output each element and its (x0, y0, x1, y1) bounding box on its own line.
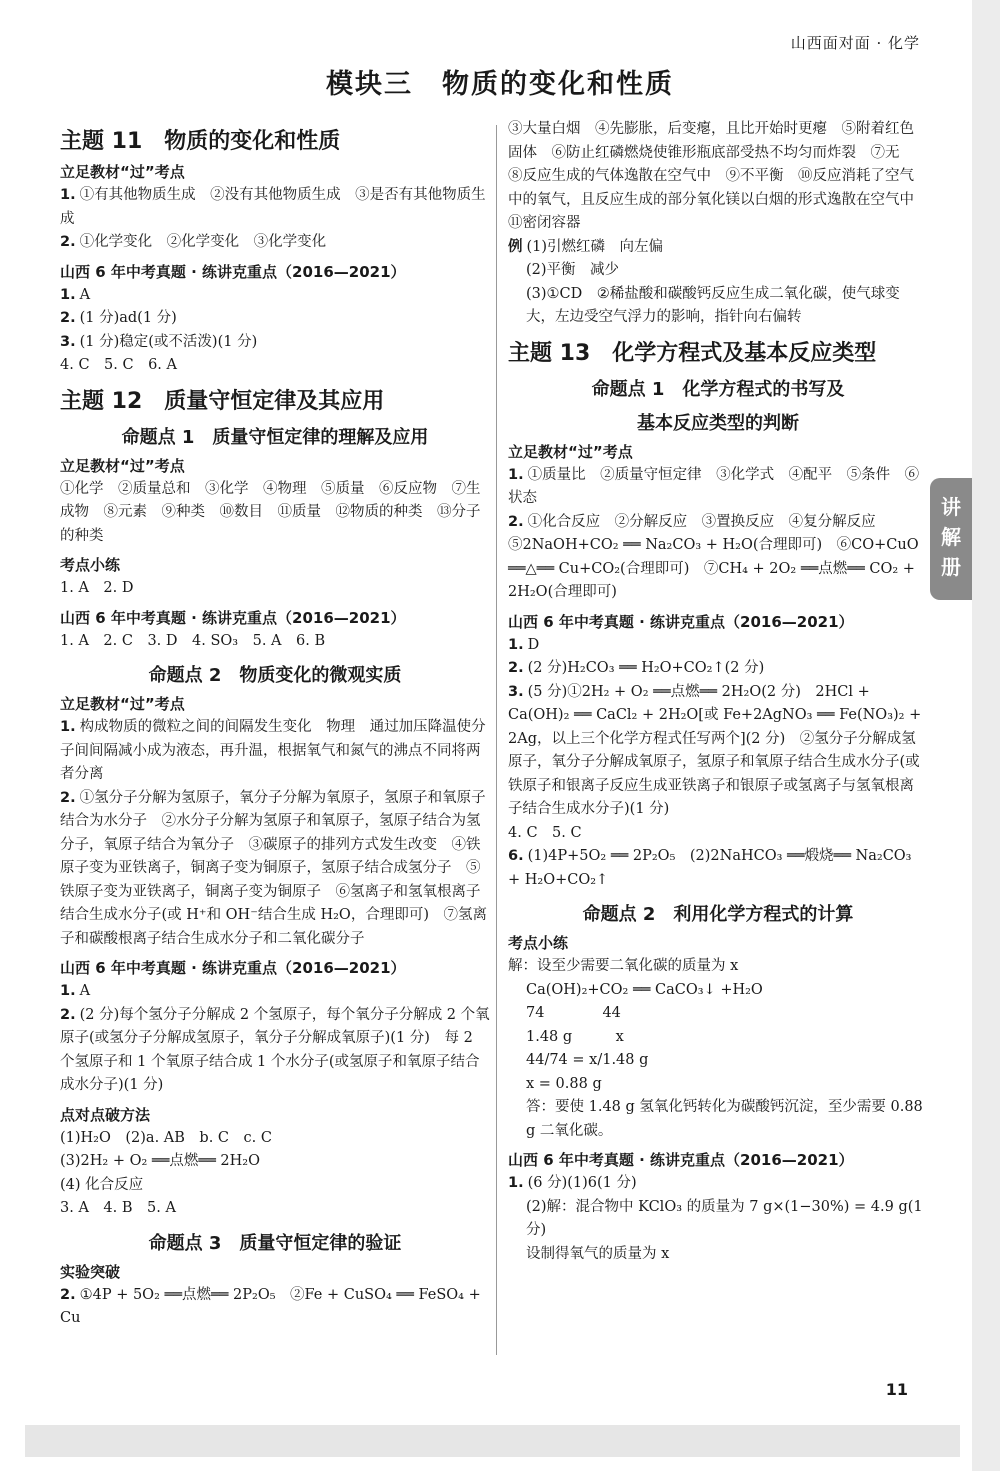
answer-item (60, 184, 490, 231)
topic-12-title: 主题 12 质量守恒定律及其应用 (60, 388, 385, 414)
answer-item (508, 1172, 928, 1196)
side-tab-char: 册 (941, 555, 961, 579)
answer-item (508, 511, 928, 605)
module-title: 模块三 物质的变化和性质 (326, 69, 674, 100)
answer-item (60, 331, 490, 355)
answer-item (60, 787, 490, 952)
item-text: ①4P + 5O₂ ══点燃══ 2P₂O₅ ②Fe + CuSO₄ ══ FeSO₄ + Cu (60, 1286, 481, 1326)
item-text: ①氢分子分解为氢原子，氧分子分解为氧原子，氢原子和氧原子结合为水分子 ②水分子分解为氢原子和氧原子，氢原子结合为氢分子，氧原子结合为氧分子 ③碳原子的排列方式发生改变 ④铁原子变为亚铁离子，铜离子变为铜原子，氢原子结合成氢分子 ⑤铁原子变为亚铁离子，铜离子变为铜原子 ⑥氢离子和氢氧根离子结合生成水分子(或 H⁺和 OH⁻结合生成 H₂O，合理即可) ⑦氢离子和碳酸根离子结合生成水分子和二氧化碳分子 (60, 789, 487, 947)
item-number: 1. (60, 719, 76, 735)
answer-paragraph: ①化学 ②质量总和 ③化学 ④物理 ⑤质量 ⑥反应物 ⑦生成物 ⑧元素 ⑨种类 ⑩数目 ⑪质量 ⑫物质的种类 ⑬分子的种类 (60, 480, 481, 544)
section-heading: 山西 6 年中考真题 · 练讲克重点（2016—2021） (508, 612, 854, 631)
item-text: (2 分)H₂CO₃ ══ H₂O+CO₂↑(2 分) (527, 660, 765, 676)
section-heading: 点对点破方法 (60, 1105, 151, 1124)
item-text: ①化学变化 ②化学变化 ③化学变化 (79, 234, 327, 250)
answer-line: (3)①CD ②稀盐酸和碳酸钙反应生成二氧化碳，使气球变大，左边受空气浮力的影响，指针向右偏转 (526, 285, 900, 325)
answer-item (508, 634, 928, 658)
item-number: 2. (508, 660, 524, 676)
equation-line: Ca(OH)₂+CO₂ ══ CaCO₃↓ +H₂O (526, 981, 763, 998)
answer-item (60, 716, 490, 787)
bottom-band (25, 1425, 960, 1457)
running-header: 山西面对面 · 化学 (790, 34, 920, 52)
item-text: ①质量比 ②质量守恒定律 ③化学式 ④配平 ⑤条件 ⑥状态 (508, 466, 920, 506)
item-number: 1. (508, 1175, 524, 1191)
item-number: 2. (508, 513, 524, 530)
section-heading: 山西 6 年中考真题 · 练讲克重点（2016—2021） (508, 1151, 854, 1169)
item-text: (1 分)ad(1 分) (79, 310, 177, 326)
item-number: 1. (508, 636, 524, 653)
item-text: (5 分)①2H₂ + O₂ ══点燃══ 2H₂O(2 分) 2HCl + Ca(OH)₂ ══ CaCl₂ + 2H₂O[或 Fe+2AgNO₃ ══ Fe(NO₃)₂ + 2Ag，以上三个化学方程式任写两个](2 分) ②氢分子分解成氢原子，氧分子分解成氧原子，氢原子和氧原子结合生成水分子(或铁原子和银离子反应生成亚铁离子和银原子或氢离子与氢氧根离子结合生成水分子)(1 分) (508, 683, 922, 817)
equation-line: (3)2H₂ + O₂ ══点燃══ 2H₂O (60, 1153, 260, 1169)
answer-line: (2)平衡 减少 (526, 262, 620, 278)
side-tab-char: 讲 (941, 495, 961, 519)
item-text: (1 分)稳定(或不活泼)(1 分) (79, 333, 258, 350)
topic-11-title: 主题 11 物质的变化和性质 (60, 129, 341, 154)
point-1-title-line-b: 基本反应类型的判断 (637, 412, 799, 434)
item-number: 1. (60, 286, 76, 303)
answer-paragraph: ③大量白烟 ④先膨胀，后变瘪，且比开始时更瘪 ⑤附着红色固体 ⑥防止红磷燃烧使锥形瓶底部受热不均匀而炸裂 ⑦无 ⑧反应生成的气体逸散在空气中 ⑨不平衡 ⑩反应消耗了空气中的氧气，且反应生成的部分氧化镁以白烟的形式逸散在空气中 ⑪密闭容器 (508, 121, 929, 231)
side-tab (930, 478, 972, 600)
item-text: D (527, 636, 540, 653)
answer-item (508, 464, 928, 511)
topic-13-title: 主题 13 化学方程式及基本反应类型 (508, 340, 877, 366)
item-number: 2. (60, 310, 76, 326)
solution-line: x = 0.88 g (526, 1075, 602, 1092)
answer-line: (1)H₂O (2)a. AB b. C c. C (60, 1129, 272, 1146)
solution-line: 74 44 (526, 1005, 621, 1021)
section-heading: 立足教材“过”考点 (508, 442, 633, 461)
item-text: 构成物质的微粒之间的间隔发生变化 物理 通过加压降温使分子间间隔减小成为液态，再升温，根据氧气和氮气的沸点不同将两者分离 (60, 719, 486, 782)
answer-line: 1. A 2. D (60, 580, 134, 596)
item-number: 1. (508, 466, 524, 483)
answer-line: 4. C 5. C 6. A (60, 357, 177, 373)
section-heading: 山西 6 年中考真题 · 练讲克重点（2016—2021） (60, 262, 406, 281)
column-divider (496, 125, 497, 1355)
item-text: (2 分)每个氢分子分解成 2 个氢原子，每个氧分子分解成 2 个氧原子(或氢分子分解成氢原子，氧分子分解成氧原子)(1 分) 每 2 个氢原子和 1 个氧原子结合成 1 个水分子(或氢原子和氧原子结合成水分子)(1 分) (60, 1006, 490, 1093)
answer-item (60, 980, 490, 1004)
right-column (508, 118, 928, 1266)
item-number: 1. (60, 187, 76, 203)
item-text: A (79, 983, 91, 999)
solution-line: 设制得氧气的质量为 x (526, 1245, 670, 1262)
solution-line: (2)解：混合物中 KClO₃ 的质量为 7 g×(1−30%) = 4.9 g(1 分) (526, 1198, 923, 1238)
item-number: 2. (60, 1286, 76, 1303)
item-number: 3. (60, 333, 76, 350)
item-number: 2. (60, 234, 76, 250)
page-number: 11 (885, 1380, 908, 1399)
item-text: ①有其他物质生成 ②没有其他物质生成 ③是否有其他物质生成 (60, 187, 486, 227)
item-number: 6. (508, 848, 524, 864)
section-heading: 立足教材“过”考点 (60, 163, 185, 181)
answer-line: 1. A 2. C 3. D 4. SO₃ 5. A 6. B (60, 632, 326, 649)
item-text: (1)引燃红磷 向左偏 (526, 238, 664, 255)
answer-item (508, 681, 928, 822)
item-number: 1. (60, 983, 76, 999)
section-heading: 实验突破 (60, 1262, 121, 1281)
solution-line: 答：要使 1.48 g 氢氧化钙转化为碳酸钙沉淀，至少需要 0.88 g 二氧化碳。 (526, 1099, 923, 1139)
item-text: A (79, 286, 91, 303)
section-heading: 考点小练 (60, 556, 121, 574)
item-number: 3. (508, 683, 524, 700)
item-number: 2. (60, 789, 76, 806)
example-label: 例 (508, 238, 523, 255)
solution-line: 44/74 = x/1.48 g (526, 1052, 649, 1068)
section-heading: 立足教材“过”考点 (60, 695, 185, 713)
answer-item (60, 1004, 490, 1098)
answer-item (60, 231, 490, 255)
item-number: 2. (60, 1006, 76, 1023)
page-edge-strip (972, 0, 1000, 1471)
section-heading: 考点小练 (508, 934, 569, 952)
answer-item (60, 307, 490, 331)
item-text: (1)4P+5O₂ ══ 2P₂O₅ (2)2NaHCO₃ ══煅烧══ Na₂CO₃ + H₂O+CO₂↑ (508, 848, 912, 888)
point-2-title: 命题点 2 物质变化的微观实质 (148, 665, 402, 686)
section-heading: 立足教材“过”考点 (60, 456, 185, 475)
item-text: ①化合反应 ②分解反应 ③置换反应 ④复分解反应 ⑤2NaOH+CO₂ ══ Na₂CO₃ + H₂O(合理即可) ⑥CO+CuO ══△══ Cu+CO₂(合理即可) ⑦CH₄ + 2O₂ ══点燃══ CO₂ + 2H₂O(合理即可) (508, 513, 919, 600)
side-tab-char: 解 (941, 525, 961, 549)
point-1-title: 命题点 1 质量守恒定律的理解及应用 (121, 426, 429, 448)
answer-item (60, 284, 490, 308)
example-item (508, 236, 928, 260)
left-column (60, 118, 490, 1331)
solution-line: 解：设至少需要二氧化碳的质量为 x (508, 958, 739, 974)
answer-line: (4) 化合反应 (60, 1176, 144, 1193)
point-2-title: 命题点 2 利用化学方程式的计算 (582, 904, 854, 925)
section-heading: 山西 6 年中考真题 · 练讲克重点（2016—2021） (60, 959, 406, 977)
item-text: (6 分)(1)6(1 分) (527, 1175, 637, 1191)
answer-item (508, 845, 928, 892)
point-3-title: 命题点 3 质量守恒定律的验证 (148, 1232, 402, 1254)
point-1-title-line-a: 命题点 1 化学方程式的书写及 (591, 378, 845, 400)
section-heading: 山西 6 年中考真题 · 练讲克重点（2016—2021） (60, 608, 406, 627)
answer-line: 4. C 5. C (508, 824, 582, 841)
answer-item (60, 1284, 490, 1331)
answer-line: 3. A 4. B 5. A (60, 1200, 176, 1216)
solution-line: 1.48 g x (526, 1028, 624, 1045)
answer-item (508, 657, 928, 681)
